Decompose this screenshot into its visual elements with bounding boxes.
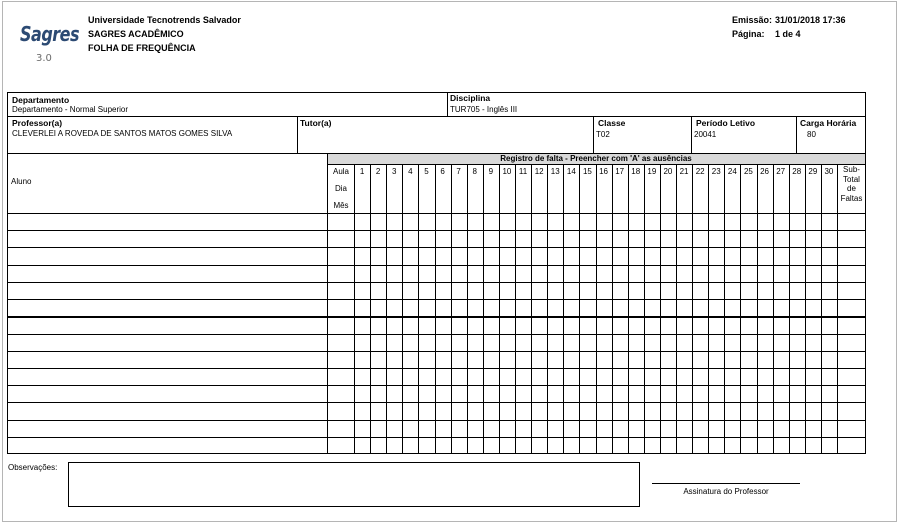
day-header: 14 xyxy=(566,167,576,176)
student-row-line xyxy=(7,230,866,231)
day-header: 18 xyxy=(631,167,641,176)
grid-column-line xyxy=(740,164,741,454)
day-header: 25 xyxy=(743,167,753,176)
student-row-line xyxy=(7,265,866,266)
attendance-grid xyxy=(7,153,866,454)
periodo-label: Período Letivo xyxy=(696,118,756,128)
day-header: 9 xyxy=(488,167,494,176)
info-divider xyxy=(796,116,797,154)
day-header: 11 xyxy=(518,167,528,176)
grid-column-line xyxy=(773,164,774,454)
professor-value: CLEVERLEI A ROVEDA DE SANTOS MATOS GOMES SILVA xyxy=(12,129,233,138)
grid-column-line xyxy=(757,164,758,454)
subtotal-line: Faltas xyxy=(840,193,863,203)
grid-column-line xyxy=(660,164,661,454)
grid-column-line xyxy=(327,153,328,454)
aula-label: Aula xyxy=(332,167,349,176)
day-header: 16 xyxy=(599,167,608,176)
day-header: 12 xyxy=(534,167,544,176)
document-title: FOLHA DE FREQUÊNCIA xyxy=(88,43,196,53)
departamento-label: Departamento xyxy=(12,95,70,105)
grid-column-line xyxy=(418,164,419,454)
signature-line xyxy=(652,483,800,484)
logo-version: 3.0 xyxy=(36,53,52,64)
grid-column-line xyxy=(354,164,355,454)
info-divider xyxy=(297,116,298,154)
tutor-label: Tutor(a) xyxy=(300,118,332,128)
day-header: 29 xyxy=(808,167,818,176)
day-header: 5 xyxy=(424,167,429,176)
aluno-label: Aluno xyxy=(11,177,32,186)
periodo-value: 20041 xyxy=(694,130,717,139)
student-row-line xyxy=(7,420,866,421)
day-header: 10 xyxy=(502,167,512,176)
day-header: 26 xyxy=(760,167,769,176)
grid-column-line xyxy=(386,164,387,454)
day-header: 1 xyxy=(359,167,365,176)
info-divider xyxy=(691,116,692,154)
page-label: Página: xyxy=(732,29,765,39)
student-row-line xyxy=(7,334,866,335)
day-header: 2 xyxy=(375,167,381,176)
day-header: 19 xyxy=(647,167,657,176)
grid-column-line xyxy=(612,164,613,454)
grid-column-line xyxy=(789,164,790,454)
day-header: 27 xyxy=(776,167,786,176)
grid-column-line xyxy=(837,164,838,454)
student-row-line xyxy=(7,351,866,352)
day-header: 28 xyxy=(792,167,802,176)
page-value: 1 de 4 xyxy=(775,29,801,39)
grid-column-line xyxy=(451,164,452,454)
student-row-line xyxy=(7,316,866,318)
info-divider xyxy=(7,116,866,117)
institution-name: Universidade Tecnotrends Salvador xyxy=(88,15,241,25)
day-header: 21 xyxy=(679,167,689,176)
classe-value: T02 xyxy=(596,130,610,139)
classe-label: Classe xyxy=(598,118,626,128)
emission-label: Emissão: xyxy=(732,15,773,25)
day-header: 8 xyxy=(472,167,477,176)
grid-column-line xyxy=(547,164,548,454)
day-header: 15 xyxy=(582,167,592,176)
grid-column-line xyxy=(467,164,468,454)
student-row-line xyxy=(7,282,866,283)
subtotal-line: Sub- xyxy=(843,165,860,174)
grid-column-line xyxy=(644,164,645,454)
grid-column-line xyxy=(628,164,629,454)
grid-column-line xyxy=(805,164,806,454)
grid-column-line xyxy=(676,164,677,454)
grid-column-line xyxy=(483,164,484,454)
grid-column-line xyxy=(435,164,436,454)
grid-column-line xyxy=(692,164,693,454)
dia-label: Dia xyxy=(334,184,347,193)
mes-label: Mês xyxy=(333,201,349,210)
grid-header-line xyxy=(7,213,866,214)
day-header: 6 xyxy=(440,167,445,176)
student-row-line xyxy=(7,385,866,386)
register-title: Registro de falta - Preencher com 'A' as ausências xyxy=(500,154,692,163)
day-header: 3 xyxy=(392,167,397,176)
subtotal-line: de xyxy=(847,184,856,193)
grid-column-line xyxy=(531,164,532,454)
observacoes-label: Observações: xyxy=(8,463,58,472)
departamento-value: Departamento - Normal Superior xyxy=(12,105,129,114)
grid-column-line xyxy=(499,164,500,454)
day-header: 7 xyxy=(456,167,461,176)
system-name: SAGRES ACADÊMICO xyxy=(88,29,184,39)
grid-column-line xyxy=(596,164,597,454)
grid-column-line xyxy=(821,164,822,454)
student-row-line xyxy=(7,437,866,438)
emission-value: 31/01/2018 17:36 xyxy=(775,15,846,25)
info-divider xyxy=(593,116,594,154)
student-row-line xyxy=(7,247,866,248)
day-header: 30 xyxy=(824,167,834,176)
disciplina-value: TUR705 - Inglês III xyxy=(450,105,518,114)
subtotal-line: Total xyxy=(843,174,860,184)
grid-column-line xyxy=(402,164,403,454)
grid-column-line xyxy=(563,164,564,454)
day-header: 24 xyxy=(727,167,737,176)
day-header: 13 xyxy=(550,167,560,176)
sagres-logo xyxy=(20,22,80,68)
observacoes-box[interactable] xyxy=(68,462,640,507)
student-row-line xyxy=(7,299,866,300)
disciplina-label: Disciplina xyxy=(450,93,491,103)
grid-column-line xyxy=(724,164,725,454)
day-header: 23 xyxy=(711,167,721,176)
grid-header-line xyxy=(327,164,865,165)
student-row-line xyxy=(7,402,866,403)
grid-column-line xyxy=(708,164,709,454)
day-header: 4 xyxy=(408,167,413,176)
info-divider xyxy=(447,92,448,116)
day-header: 20 xyxy=(663,167,673,176)
logo-wordmark: Sagres xyxy=(20,22,80,46)
carga-value: 80 xyxy=(807,130,816,139)
grid-column-line xyxy=(370,164,371,454)
carga-label: Carga Horária xyxy=(800,118,857,128)
grid-column-line xyxy=(515,164,516,454)
professor-label: Professor(a) xyxy=(12,118,63,128)
signature-label: Assinatura do Professor xyxy=(683,487,769,496)
subtotal-label xyxy=(838,165,865,203)
grid-column-line xyxy=(579,164,580,454)
student-row-line xyxy=(7,368,866,369)
day-header: 22 xyxy=(695,167,705,176)
day-header: 17 xyxy=(615,167,625,176)
